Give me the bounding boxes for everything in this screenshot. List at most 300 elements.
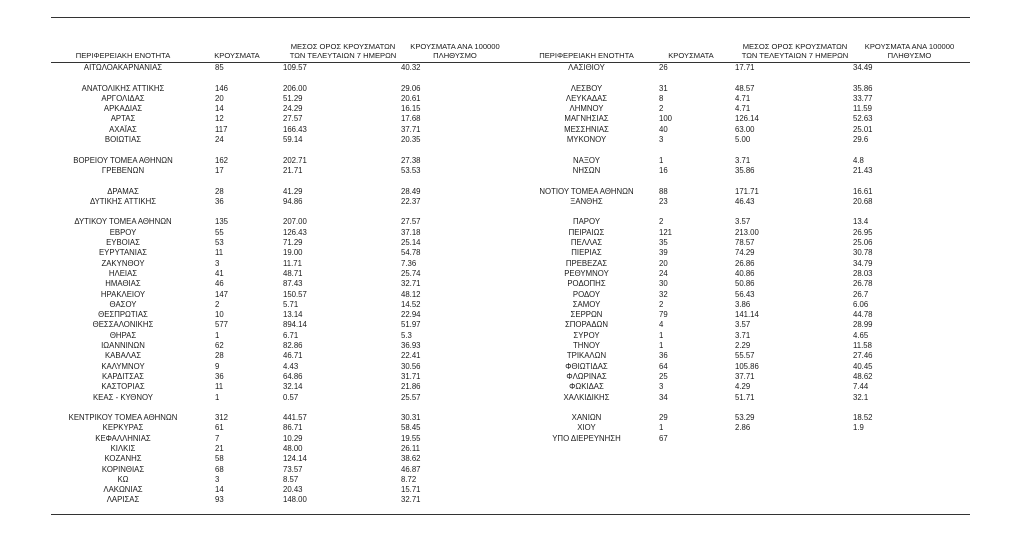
cell-region: ΣΑΜΟΥ [572, 299, 601, 309]
cell-region: ΛΑΚΩΝΙΑΣ [103, 485, 143, 495]
cell-region: ΤΗΝΟΥ [572, 341, 601, 351]
cell-avg7: 94.86 [283, 196, 303, 206]
header-per100k-line2: ΠΛΗΘΥΣΜΟ [887, 50, 932, 60]
cell-cases: 147 [215, 289, 229, 299]
cell-avg7: 74.29 [735, 248, 755, 258]
cell-region: ΚΕΝΤΡΙΚΟΥ ΤΟΜΕΑ ΑΘΗΝΩΝ [68, 413, 178, 423]
cell-cases: 3 [659, 135, 664, 145]
right-table-body [513, 63, 970, 444]
table-row [51, 197, 513, 207]
table-row [51, 465, 513, 475]
table-row [513, 259, 970, 269]
cell-per100k: 32.71 [401, 495, 421, 505]
table-row [513, 351, 970, 361]
cell-cases: 2 [659, 217, 664, 227]
table-row [51, 331, 513, 341]
header-per100k [397, 43, 513, 60]
table-row [51, 73, 513, 83]
cell-cases: 24 [659, 268, 668, 278]
table-row [51, 135, 513, 145]
cell-region: ΦΘΙΩΤΙΔΑΣ [565, 361, 608, 371]
cell-avg7: 73.57 [283, 464, 303, 474]
cell-cases: 14 [215, 485, 224, 495]
cell-avg7: 3.71 [735, 155, 751, 165]
cell-region: ΚΙΛΚΙΣ [110, 443, 136, 453]
cell-cases: 11 [215, 382, 224, 392]
cell-per100k: 13.4 [853, 217, 869, 227]
cell-region: ΚΕΦΑΛΛΗΝΙΑΣ [95, 433, 151, 443]
cell-region: ΠΕΛΛΑΣ [570, 238, 603, 248]
cell-avg7: 24.29 [283, 104, 303, 114]
cell-region: ΓΡΕΒΕΝΩΝ [101, 165, 145, 175]
cell-cases: 3 [659, 382, 664, 392]
header-cases: ΚΡΟΥΣΜΑΤΑ [214, 50, 260, 60]
cell-region: ΕΒΡΟΥ [109, 227, 137, 237]
cell-avg7: 207.00 [283, 217, 307, 227]
cell-per100k: 26.78 [853, 279, 873, 289]
cell-per100k: 22.37 [401, 196, 421, 206]
table-row [51, 310, 513, 320]
cell-avg7: 56.43 [735, 289, 755, 299]
cell-region: ΜΕΣΣΗΝΙΑΣ [564, 124, 609, 134]
cell-avg7: 87.43 [283, 279, 303, 289]
table-row [513, 382, 970, 392]
table-row [51, 485, 513, 495]
cell-per100k: 25.14 [401, 238, 421, 248]
header-region: ΠΕΡΙΦΕΡΕΙΑΚΗ ΕΝΟΤΗΤΑ [539, 50, 634, 60]
cell-per100k: 21.86 [401, 382, 421, 392]
cell-per100k: 28.99 [853, 320, 873, 330]
cell-avg7: 48.71 [283, 268, 303, 278]
table-row [51, 238, 513, 248]
cell-region: ΡΟΔΟΥ [572, 289, 601, 299]
cell-region: ΡΟΔΟΠΗΣ [567, 279, 606, 289]
cell-avg7: 894.14 [283, 320, 307, 330]
cell-region: ΑΙΤΩΛΟΑΚΑΡΝΑΝΙΑΣ [83, 63, 163, 72]
cell-per100k: 25.01 [853, 124, 873, 134]
cell-cases: 61 [215, 423, 224, 433]
table-row [513, 73, 970, 83]
cell-avg7: 441.57 [283, 413, 307, 423]
cell-per100k: 1.9 [853, 423, 864, 433]
table-row [513, 331, 970, 341]
cell-avg7: 150.57 [283, 289, 307, 299]
cell-avg7: 5.00 [735, 135, 751, 145]
cell-region: ΑΝΑΤΟΛΙΚΗΣ ΑΤΤΙΚΗΣ [81, 83, 165, 93]
cell-per100k: 40.45 [853, 361, 873, 371]
cell-avg7: 126.14 [735, 114, 759, 124]
table-row [513, 362, 970, 372]
cell-cases: 93 [215, 495, 224, 505]
cell-region: ΑΡΤΑΣ [110, 114, 136, 124]
table-row [513, 290, 970, 300]
cell-per100k: 32.71 [401, 279, 421, 289]
cell-avg7: 148.00 [283, 495, 307, 505]
table-row [513, 135, 970, 145]
cell-cases: 68 [215, 464, 224, 474]
cell-cases: 1 [659, 423, 664, 433]
cell-cases: 100 [659, 114, 673, 124]
right-table-header [513, 36, 970, 63]
header-avg7-line2: ΤΩΝ ΤΕΛΕΥΤΑΙΩΝ 7 ΗΜΕΡΩΝ [741, 50, 849, 60]
cell-cases: 30 [659, 279, 668, 289]
cell-region: ΒΟΡΕΙΟΥ ΤΟΜΕΑ ΑΘΗΝΩΝ [73, 155, 173, 165]
cell-cases: 46 [215, 279, 224, 289]
cell-per100k: 40.32 [401, 63, 421, 72]
cell-cases: 146 [215, 83, 229, 93]
cell-cases: 25 [659, 371, 668, 381]
cell-cases: 10 [215, 310, 224, 320]
table-row [513, 84, 970, 94]
cell-avg7: 59.14 [283, 135, 303, 145]
cell-per100k: 28.49 [401, 186, 421, 196]
table-row [51, 362, 513, 372]
cell-region: ΛΑΣΙΘΙΟΥ [568, 63, 605, 72]
cell-avg7: 86.71 [283, 423, 303, 433]
cell-avg7: 202.71 [283, 155, 307, 165]
cell-region: ΑΡΚΑΔΙΑΣ [103, 104, 143, 114]
table-row [51, 248, 513, 258]
cell-cases: 34 [659, 392, 668, 402]
table-row [51, 114, 513, 124]
cell-region: ΕΥΡΥΤΑΝΙΑΣ [98, 248, 147, 258]
cell-cases: 28 [215, 186, 224, 196]
table-row [51, 495, 513, 505]
cell-per100k: 29.6 [853, 135, 869, 145]
cell-per100k: 27.38 [401, 155, 421, 165]
cell-avg7: 48.57 [735, 83, 755, 93]
table-row [513, 279, 970, 289]
cell-region: ΛΑΡΙΣΑΣ [106, 495, 140, 505]
table-row [513, 248, 970, 258]
table-row [51, 279, 513, 289]
cell-region: ΛΕΣΒΟΥ [570, 83, 603, 93]
cell-region: ΡΕΘΥΜΝΟΥ [564, 268, 609, 278]
table-row [513, 423, 970, 433]
cell-avg7: 35.86 [735, 165, 755, 175]
cell-cases: 17 [215, 165, 224, 175]
cell-cases: 135 [215, 217, 229, 227]
cell-cases: 26 [659, 63, 668, 72]
cell-cases: 16 [659, 165, 668, 175]
cell-cases: 162 [215, 155, 229, 165]
table-row [51, 104, 513, 114]
cell-region: ΕΥΒΟΙΑΣ [106, 238, 140, 248]
cell-avg7: 17.71 [735, 63, 755, 72]
cell-per100k: 21.43 [853, 165, 873, 175]
cell-avg7: 3.86 [735, 299, 751, 309]
table-row [51, 475, 513, 485]
left-table-header [51, 36, 513, 63]
cell-cases: 36 [659, 351, 668, 361]
cell-region: ΔΥΤΙΚΟΥ ΤΟΜΕΑ ΑΘΗΝΩΝ [74, 217, 172, 227]
cell-region: ΞΑΝΘΗΣ [570, 196, 603, 206]
cell-avg7: 3.71 [735, 330, 751, 340]
cell-per100k: 20.68 [853, 196, 873, 206]
cell-region: ΗΜΑΘΙΑΣ [105, 279, 141, 289]
cell-region: ΚΟΡΙΝΘΙΑΣ [101, 464, 145, 474]
cell-region: ΝΟΤΙΟΥ ΤΟΜΕΑ ΑΘΗΝΩΝ [539, 186, 634, 196]
cell-per100k: 30.56 [401, 361, 421, 371]
header-region: ΠΕΡΙΦΕΡΕΙΑΚΗ ΕΝΟΤΗΤΑ [75, 50, 171, 60]
cell-per100k: 17.68 [401, 114, 421, 124]
cell-avg7: 21.71 [283, 165, 303, 175]
table-row [51, 166, 513, 176]
table-row [513, 434, 970, 444]
cell-region: ΣΕΡΡΩΝ [570, 310, 603, 320]
cell-per100k: 14.52 [401, 299, 421, 309]
table-row [513, 372, 970, 382]
cell-avg7: 166.43 [283, 124, 307, 134]
cell-per100k: 46.87 [401, 464, 421, 474]
cell-cases: 24 [215, 135, 224, 145]
cell-avg7: 2.29 [735, 341, 751, 351]
cell-region: ΜΥΚΟΝΟΥ [566, 135, 607, 145]
cell-avg7: 8.57 [283, 474, 299, 484]
cell-cases: 64 [659, 361, 668, 371]
cell-avg7: 27.57 [283, 114, 303, 124]
cell-avg7: 82.86 [283, 341, 303, 351]
cell-per100k: 19.55 [401, 433, 421, 443]
header-cases: ΚΡΟΥΣΜΑΤΑ [668, 50, 714, 60]
table-row [51, 454, 513, 464]
cell-region: ΘΕΣΠΡΩΤΙΑΣ [98, 310, 148, 320]
cell-avg7: 171.71 [735, 186, 759, 196]
cell-per100k: 34.79 [853, 258, 873, 268]
header-per100k-line2: ΠΛΗΘΥΣΜΟ [433, 50, 477, 60]
cell-region: ΙΩΑΝΝΙΝΩΝ [101, 341, 145, 351]
cell-avg7: 40.86 [735, 268, 755, 278]
cell-region: ΚΑΒΑΛΑΣ [104, 351, 142, 361]
cell-per100k: 30.78 [853, 248, 873, 258]
cell-cases: 35 [659, 238, 668, 248]
cell-cases: 88 [659, 186, 668, 196]
cell-region: ΚΑΣΤΟΡΙΑΣ [101, 382, 145, 392]
cell-avg7: 26.86 [735, 258, 755, 268]
cell-per100k: 26.11 [401, 443, 420, 453]
cell-avg7: 6.71 [283, 330, 299, 340]
cell-per100k: 8.72 [401, 474, 417, 484]
cell-avg7: 206.00 [283, 83, 307, 93]
table-row [513, 166, 970, 176]
cell-region: ΚΑΛΥΜΝΟΥ [101, 361, 145, 371]
table-row [513, 269, 970, 279]
table-row [51, 341, 513, 351]
cell-cases: 9 [215, 361, 220, 371]
table-row [51, 393, 513, 403]
cell-per100k: 16.15 [401, 104, 421, 114]
cell-region: ΠΕΙΡΑΙΩΣ [568, 227, 605, 237]
cell-per100k: 27.57 [401, 217, 421, 227]
cell-region: ΧΙΟΥ [577, 423, 596, 433]
cell-avg7: 4.71 [735, 104, 751, 114]
cell-avg7: 50.86 [735, 279, 755, 289]
table-row [51, 228, 513, 238]
cell-avg7: 48.00 [283, 443, 303, 453]
cell-region: ΠΙΕΡΙΑΣ [571, 248, 602, 258]
cell-avg7: 3.57 [735, 320, 751, 330]
cell-cases: 58 [215, 454, 224, 464]
table-row [513, 217, 970, 227]
cell-cases: 2 [215, 299, 220, 309]
cell-per100k: 26.7 [853, 289, 869, 299]
cell-region: ΚΕΑΣ - ΚΥΘΝΟΥ [92, 392, 154, 402]
cell-region: ΦΛΩΡΙΝΑΣ [566, 371, 607, 381]
cell-cases: 41 [215, 268, 224, 278]
cell-avg7: 63.00 [735, 124, 755, 134]
cell-region: ΚΩ [117, 474, 129, 484]
table-row [51, 372, 513, 382]
cell-avg7: 105.86 [735, 361, 759, 371]
cell-per100k: 4.8 [853, 155, 864, 165]
cell-cases: 4 [659, 320, 664, 330]
cell-per100k: 48.12 [401, 289, 421, 299]
cell-avg7: 41.29 [283, 186, 303, 196]
cell-per100k: 36.93 [401, 341, 421, 351]
table-row [51, 63, 513, 73]
cell-cases: 79 [659, 310, 668, 320]
cell-region: ΝΑΞΟΥ [573, 155, 600, 165]
cell-region: ΥΠΟ ΔΙΕΡΕΥΝΗΣΗ [552, 433, 621, 443]
table-row [51, 320, 513, 330]
cell-cases: 3 [215, 258, 220, 268]
cell-region: ΔΥΤΙΚΗΣ ΑΤΤΙΚΗΣ [89, 196, 157, 206]
cell-cases: 2 [659, 104, 664, 114]
cell-per100k: 33.77 [853, 93, 873, 103]
cell-avg7: 64.86 [283, 371, 303, 381]
cell-region: ΗΛΕΙΑΣ [108, 268, 138, 278]
cell-avg7: 46.43 [735, 196, 755, 206]
table-row [51, 269, 513, 279]
table-row [513, 403, 970, 413]
cell-cases: 55 [215, 227, 224, 237]
table-row [513, 228, 970, 238]
cell-region: ΠΡΕΒΕΖΑΣ [565, 258, 608, 268]
header-avg7-line1: ΜΕΣΟΣ ΟΡΟΣ ΚΡΟΥΣΜΑΤΩΝ [742, 42, 848, 51]
cell-region: ΘΕΣΣΑΛΟΝΙΚΗΣ [92, 320, 154, 330]
top-rule [51, 17, 970, 18]
table-row [513, 310, 970, 320]
cell-region: ΣΥΡΟΥ [573, 330, 600, 340]
cell-avg7: 13.14 [283, 310, 303, 320]
table-row [51, 187, 513, 197]
cell-region: ΤΡΙΚΑΛΩΝ [566, 351, 607, 361]
cell-per100k: 34.49 [853, 63, 873, 72]
cell-region: ΦΩΚΙΔΑΣ [569, 382, 604, 392]
cell-region: ΘΗΡΑΣ [109, 330, 137, 340]
left-table-body [51, 63, 513, 506]
cell-per100k: 25.06 [853, 238, 873, 248]
table-row [513, 300, 970, 310]
table-row [513, 63, 970, 73]
cell-per100k: 58.45 [401, 423, 421, 433]
cell-per100k: 25.74 [401, 268, 421, 278]
cell-region: ΑΧΑΪΑΣ [109, 124, 137, 134]
cell-avg7: 5.71 [283, 299, 299, 309]
table-row [513, 320, 970, 330]
cell-per100k: 6.06 [853, 299, 869, 309]
header-per100k-line1: ΚΡΟΥΣΜΑΤΑ ΑΝΑ 100000 [864, 42, 955, 51]
cell-avg7: 213.00 [735, 227, 759, 237]
header-avg7 [735, 43, 855, 60]
table-row [513, 197, 970, 207]
cell-avg7: 32.14 [283, 382, 303, 392]
cell-avg7: 78.57 [735, 238, 755, 248]
bottom-rule [51, 514, 970, 515]
table-row [513, 238, 970, 248]
cell-region: ΚΕΡΚΥΡΑΣ [102, 423, 144, 433]
table-row [513, 145, 970, 155]
cell-per100k: 4.65 [853, 330, 869, 340]
cell-per100k: 27.46 [853, 351, 873, 361]
cell-per100k: 7.36 [401, 258, 417, 268]
cell-per100k: 35.86 [853, 83, 873, 93]
cell-per100k: 5.3 [401, 330, 412, 340]
cell-cases: 28 [215, 351, 224, 361]
cell-region: ΗΡΑΚΛΕΙΟΥ [100, 289, 146, 299]
cell-cases: 20 [215, 93, 224, 103]
cell-avg7: 126.43 [283, 227, 307, 237]
cell-avg7: 37.71 [735, 371, 755, 381]
cell-avg7: 2.86 [735, 423, 751, 433]
cell-avg7: 51.71 [735, 392, 755, 402]
cell-avg7: 4.43 [283, 361, 299, 371]
cell-cases: 67 [659, 433, 668, 443]
cell-cases: 8 [659, 93, 664, 103]
cell-avg7: 20.43 [283, 485, 303, 495]
cell-region: ΧΑΛΚΙΔΙΚΗΣ [563, 392, 610, 402]
table-row [513, 125, 970, 135]
table-row [51, 217, 513, 227]
cell-region: ΚΑΡΔΙΤΣΑΣ [102, 371, 144, 381]
cell-cases: 577 [215, 320, 229, 330]
cell-per100k: 16.61 [853, 186, 873, 196]
header-avg7 [283, 43, 403, 60]
cell-cases: 121 [659, 227, 673, 237]
cell-region: ΧΑΝΙΩΝ [571, 413, 602, 423]
cell-per100k: 48.62 [853, 371, 873, 381]
cell-cases: 3 [215, 474, 220, 484]
cell-cases: 20 [659, 258, 668, 268]
cell-avg7: 53.29 [735, 413, 755, 423]
table-row [513, 94, 970, 104]
cell-cases: 7 [215, 433, 220, 443]
left-table [51, 36, 513, 506]
table-row [51, 176, 513, 186]
cell-per100k: 11.59 [853, 104, 872, 114]
table-row [51, 145, 513, 155]
cell-cases: 31 [659, 83, 668, 93]
cell-avg7: 71.29 [283, 238, 303, 248]
cell-cases: 1 [215, 392, 220, 402]
cell-per100k: 22.94 [401, 310, 421, 320]
cell-region: ΑΡΓΟΛΙΔΑΣ [101, 93, 145, 103]
table-row [51, 423, 513, 433]
cell-region: ΖΑΚΥΝΘΟΥ [101, 258, 145, 268]
cell-cases: 23 [659, 196, 668, 206]
header-per100k-line1: ΚΡΟΥΣΜΑΤΑ ΑΝΑ 100000 [410, 42, 500, 51]
cell-per100k: 37.18 [401, 227, 421, 237]
cell-avg7: 3.57 [735, 217, 751, 227]
cell-avg7: 4.29 [735, 382, 751, 392]
cell-per100k: 20.35 [401, 135, 421, 145]
cell-cases: 53 [215, 238, 224, 248]
table-row [513, 104, 970, 114]
header-avg7-line1: ΜΕΣΟΣ ΟΡΟΣ ΚΡΟΥΣΜΑΤΩΝ [290, 42, 396, 51]
table-row [513, 413, 970, 423]
cell-region: ΜΑΓΝΗΣΙΑΣ [564, 114, 609, 124]
cell-region: ΝΗΣΩΝ [572, 165, 601, 175]
